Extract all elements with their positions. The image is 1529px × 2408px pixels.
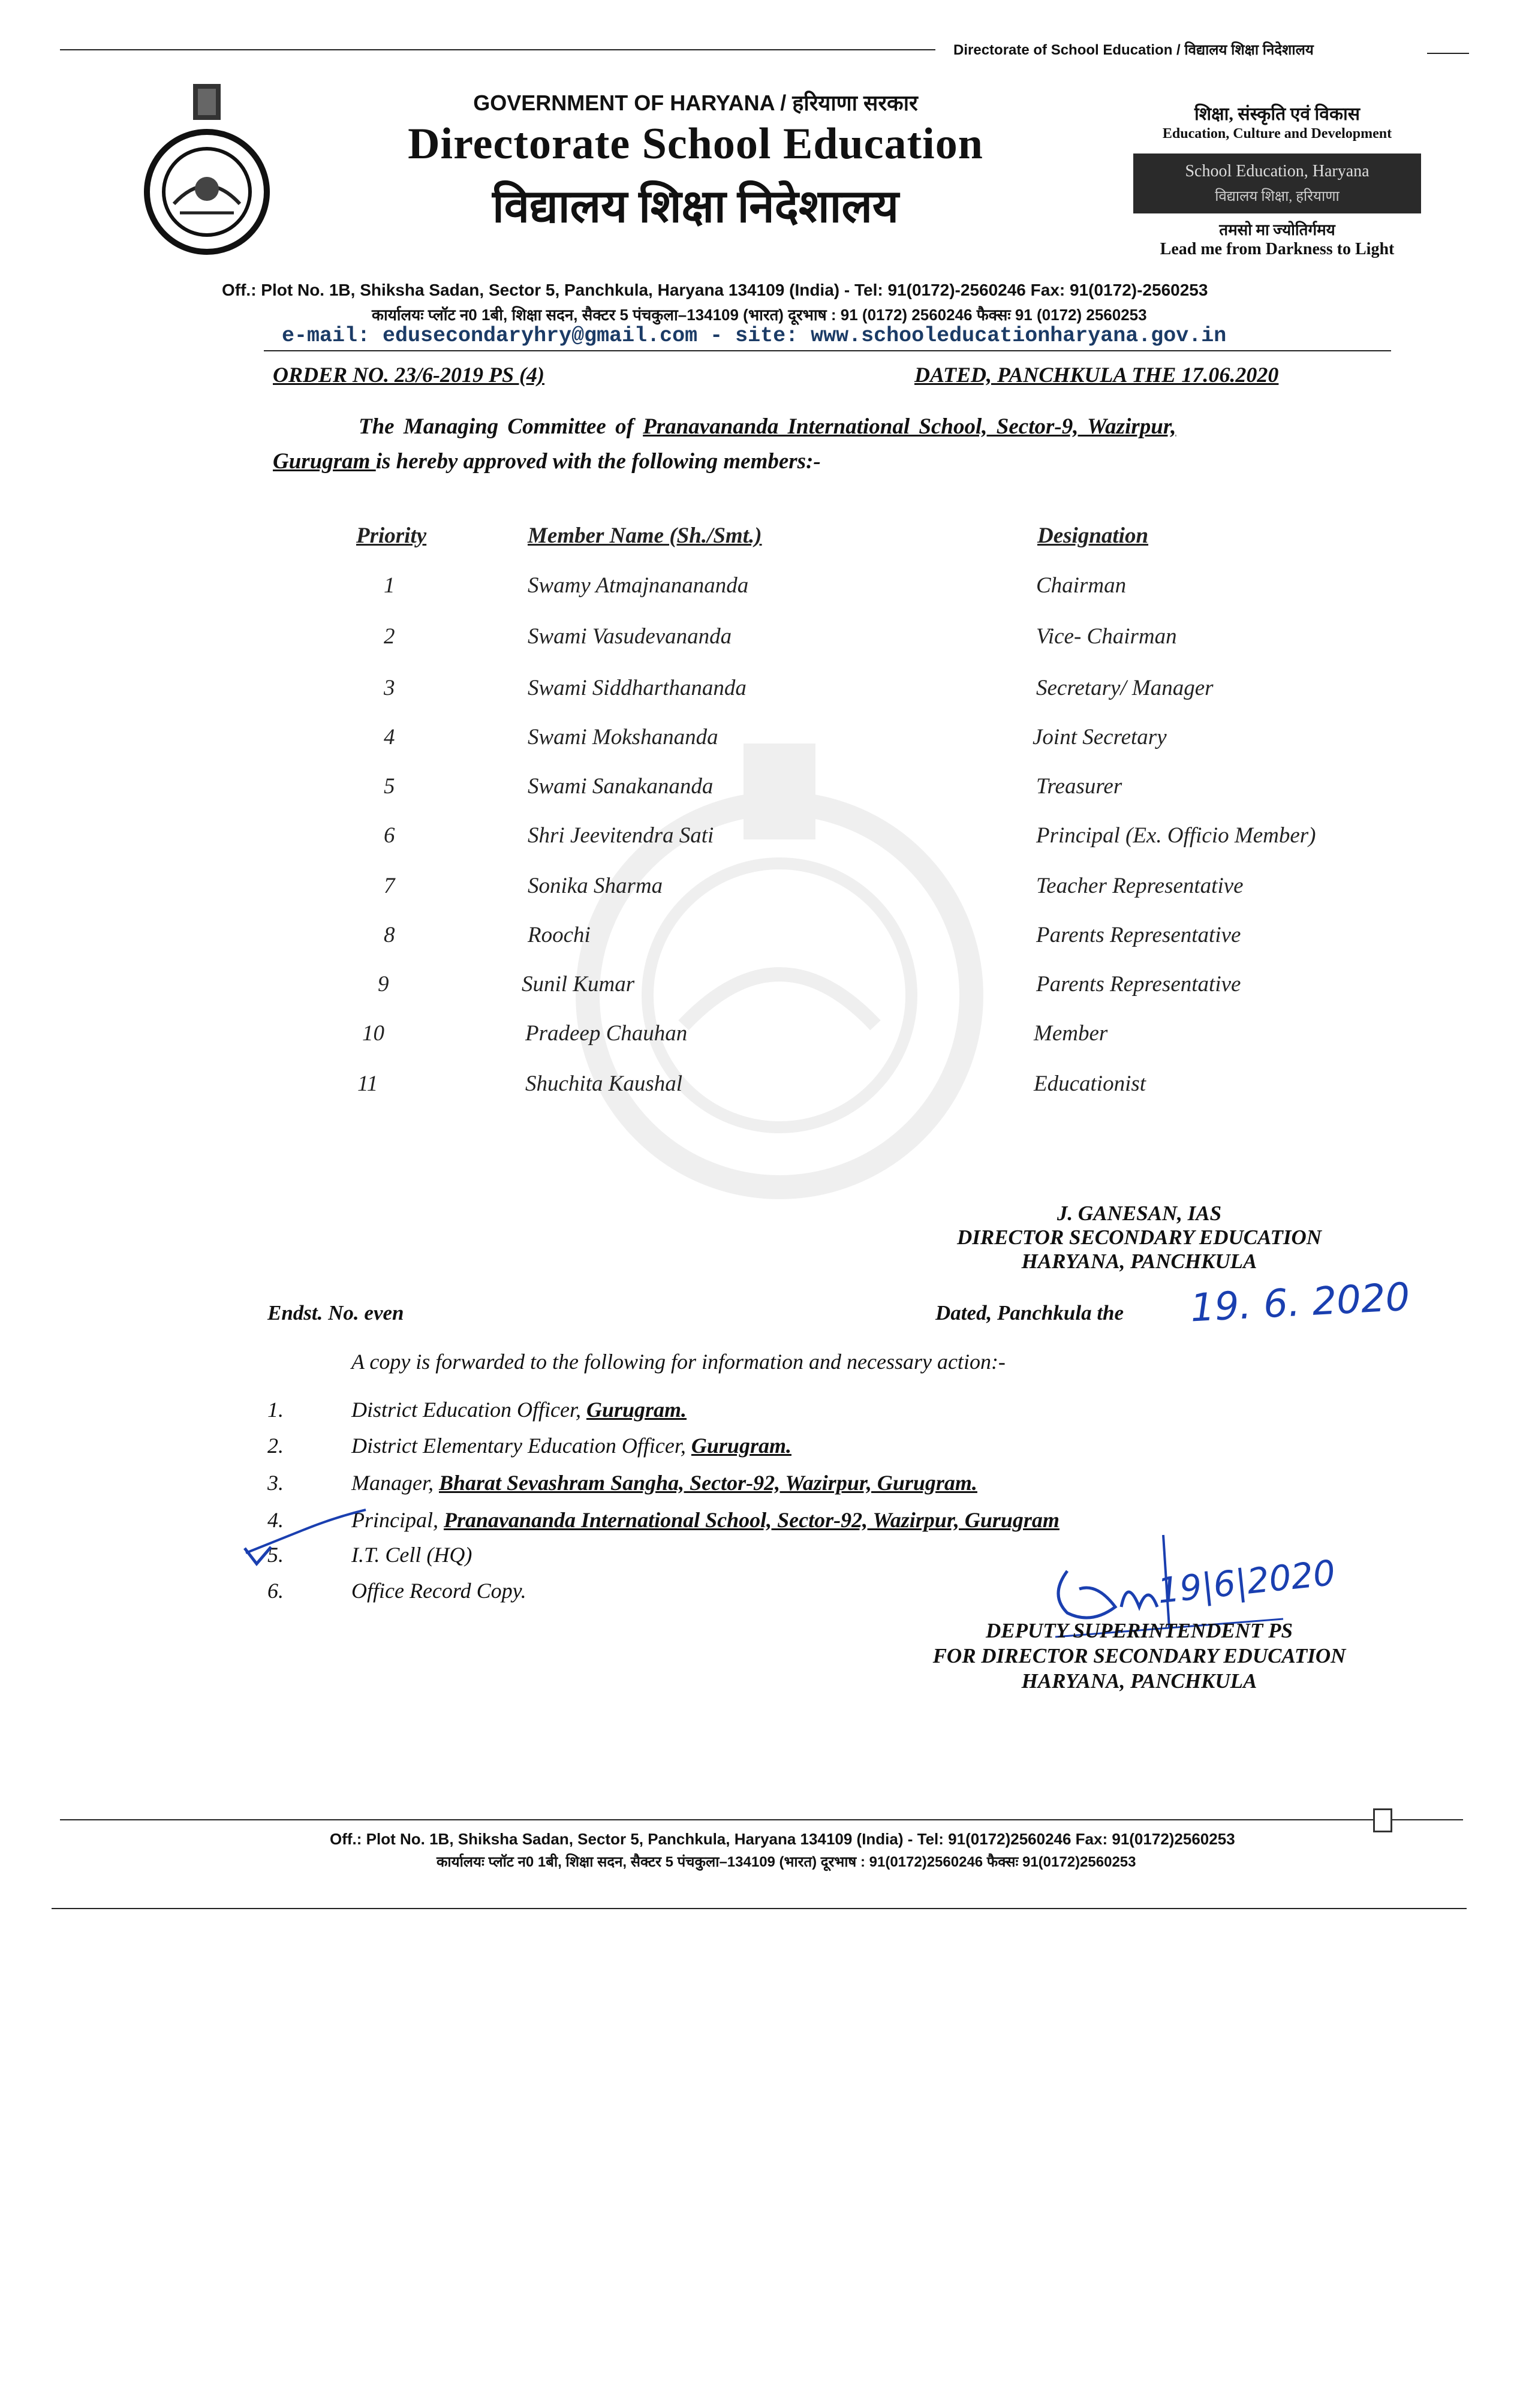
item-number: 5. <box>267 1543 284 1567</box>
row-member-name: Sonika Sharma <box>528 874 663 898</box>
row-priority: 11 <box>357 1071 378 1096</box>
row-priority: 1 <box>384 573 395 598</box>
row-designation: Parents Representative <box>1036 972 1241 997</box>
table-row <box>0 1021 1529 1071</box>
row-priority: 2 <box>384 624 395 649</box>
intro-city: Gurugram <box>273 449 376 474</box>
column-header-member-name: Member Name (Sh./Smt.) <box>528 523 762 548</box>
signatory-name: J. GANESAN, IAS <box>1057 1202 1222 1225</box>
office-address: Off.: Plot No. 1B, Shiksha Sadan, Sector 5, Panchkula, Haryana 134109 (India) - Tel: 91(0172)-2560246 Fax: 91(0172)-2560253 <box>222 281 1208 299</box>
logo-motto-english: Lead me from Darkness to Light <box>1160 240 1395 258</box>
row-designation: Joint Secretary <box>1033 725 1167 750</box>
list-item <box>267 1397 1407 1427</box>
row-designation: Treasurer <box>1036 774 1122 799</box>
row-designation: Principal (Ex. Officio Member) <box>1036 823 1316 848</box>
handwritten-date: 19. 6. 2020 <box>1189 1275 1411 1331</box>
item-number: 2. <box>267 1434 284 1458</box>
logo-top-hindi: शिक्षा, संस्कृति एवं विकास <box>1194 104 1361 124</box>
footer-rule-bottom <box>52 1908 1467 1909</box>
logo-motto-hindi: तमसो मा ज्योतिर्गमय <box>1219 221 1335 239</box>
page-title: Directorate School Education <box>408 119 983 168</box>
logo-banner-hindi: विद्यालय शिक्षा, हरियाणा <box>1215 189 1340 204</box>
item-bold: Bharat Sevashram Sangha, Sector-92, Wazirpur, Gurugram. <box>439 1471 977 1495</box>
table-row <box>0 873 1529 923</box>
intro-school: Pranavananda International School, Sector-9, Wazirpur, <box>643 414 1176 439</box>
row-designation: Member <box>1034 1021 1108 1046</box>
column-header-designation: Designation <box>1037 523 1149 548</box>
column-header-priority: Priority <box>356 523 427 548</box>
order-date: DATED, PANCHKULA THE 17.06.2020 <box>914 363 1279 387</box>
row-member-name: Swami Vasudevananda <box>528 624 732 649</box>
item-text: District Education Officer, <box>351 1398 586 1422</box>
footer-box-icon <box>1373 1808 1392 1832</box>
haryana-emblem-icon <box>138 84 276 258</box>
endorsement-number: Endst. No. even <box>267 1301 404 1325</box>
item-number: 4. <box>267 1508 284 1532</box>
item-text: District Elementary Education Officer, <box>351 1434 691 1458</box>
header-rule <box>264 350 1391 351</box>
row-member-name: Swami Mokshananda <box>528 725 718 750</box>
row-priority: 9 <box>378 972 389 997</box>
signatory-place: HARYANA, PANCHKULA <box>1021 1250 1257 1273</box>
table-row <box>0 773 1529 824</box>
deputy-signatory-place: HARYANA, PANCHKULA <box>1021 1669 1257 1693</box>
intro-text: The Managing Committee of <box>359 414 643 439</box>
row-member-name: Roochi <box>528 923 591 947</box>
row-designation: Educationist <box>1034 1071 1146 1096</box>
row-priority: 10 <box>362 1021 384 1046</box>
logo-banner <box>1133 153 1421 213</box>
item-text: Office Record Copy. <box>351 1579 526 1603</box>
email-line: e-mail: edusecondaryhry@gmail.com - site: www.schooleducationharyana.gov.in <box>282 324 1227 348</box>
endorsement-date-label: Dated, Panchkula the <box>935 1301 1124 1325</box>
row-designation: Secretary/ Manager <box>1036 676 1214 700</box>
school-education-logo <box>1127 98 1427 266</box>
table-row <box>0 1071 1529 1121</box>
list-item <box>267 1470 1407 1500</box>
government-line: GOVERNMENT OF HARYANA / हरियाणा सरकार <box>473 91 918 115</box>
table-row <box>0 823 1529 873</box>
top-rule-left <box>60 49 935 50</box>
list-item <box>267 1433 1407 1463</box>
intro-line-2 <box>273 449 821 474</box>
deputy-signatory-for: FOR DIRECTOR SECONDARY EDUCATION <box>932 1644 1346 1667</box>
deputy-signatory-title: DEPUTY SUPERINTENDENT PS <box>985 1619 1293 1642</box>
table-row <box>0 922 1529 973</box>
copy-intro: A copy is forwarded to the following for information and necessary action:- <box>351 1350 1006 1374</box>
row-priority: 8 <box>384 923 395 947</box>
row-designation: Teacher Representative <box>1036 874 1244 898</box>
row-designation: Vice- Chairman <box>1036 624 1177 649</box>
logo-top-english: Education, Culture and Development <box>1162 126 1392 142</box>
row-member-name: Shuchita Kaushal <box>525 1071 683 1096</box>
signature-hand-date: 19|6|2020 <box>1155 1552 1338 1612</box>
signatory-title: DIRECTOR SECONDARY EDUCATION <box>956 1226 1322 1249</box>
row-priority: 3 <box>384 676 395 700</box>
row-member-name: Swami Siddharthananda <box>528 676 747 700</box>
item-bold: Gurugram. <box>691 1434 791 1458</box>
item-number: 6. <box>267 1579 284 1603</box>
row-member-name: Sunil Kumar <box>522 972 635 997</box>
footer-address-hindi: कार्यालयः प्लॉट न0 1बी, शिक्षा सदन, सैक्टर 5 पंचकुला–134109 (भारत) दूरभाष : 91(0172)2560246 फैक्सः 91(0172)2560253 <box>437 1854 1136 1870</box>
office-address-hindi: कार्यालयः प्लॉट न0 1बी, शिक्षा सदन, सैक्टर 5 पंचकुला–134109 (भारत) दूरभाष : 91 (0172) 2560246 फैक्सः 91 (0172) 2560253 <box>372 306 1147 324</box>
row-member-name: Pradeep Chauhan <box>525 1021 688 1046</box>
item-text: Principal, <box>351 1508 444 1532</box>
row-member-name: Swamy Atmajnanananda <box>528 573 749 598</box>
page-title-hindi: विद्यालय शिक्षा निदेशालय <box>492 182 899 232</box>
table-row <box>0 971 1529 1022</box>
intro-rest: is hereby approved with the following members:- <box>375 449 821 474</box>
row-priority: 6 <box>384 823 395 848</box>
item-number: 3. <box>267 1471 284 1495</box>
item-bold: Gurugram. <box>586 1398 687 1422</box>
table-row <box>0 675 1529 726</box>
footer-rule-top <box>60 1819 1463 1820</box>
logo-banner-english: School Education, Haryana <box>1185 162 1370 180</box>
top-right-header: Directorate of School Education / विद्यालय शिक्षा निदेशालय <box>953 42 1314 58</box>
table-row <box>0 624 1529 674</box>
row-designation: Parents Representative <box>1036 923 1241 947</box>
item-text: I.T. Cell (HQ) <box>351 1543 472 1567</box>
top-rule-right <box>1427 53 1469 54</box>
order-number: ORDER NO. 23/6-2019 PS (4) <box>273 363 545 387</box>
table-row <box>0 724 1529 775</box>
item-number: 1. <box>267 1398 284 1422</box>
row-priority: 7 <box>384 874 395 898</box>
row-designation: Chairman <box>1036 573 1127 598</box>
item-text: Manager, <box>351 1471 439 1495</box>
row-member-name: Shri Jeevitendra Sati <box>528 823 714 848</box>
table-row <box>0 573 1529 623</box>
row-member-name: Swami Sanakananda <box>528 774 714 799</box>
table-header-row <box>0 523 1529 573</box>
ink-tick-icon <box>240 1505 372 1571</box>
row-priority: 4 <box>384 725 395 750</box>
item-bold: Pranavananda International School, Sector-92, Wazirpur, Gurugram <box>443 1508 1060 1532</box>
footer-address: Off.: Plot No. 1B, Shiksha Sadan, Sector 5, Panchkula, Haryana 134109 (India) - Tel: 91(0172)2560246 Fax: 91(0172)2560253 <box>330 1830 1235 1848</box>
intro-line-1 <box>359 414 1176 440</box>
row-priority: 5 <box>384 774 395 799</box>
